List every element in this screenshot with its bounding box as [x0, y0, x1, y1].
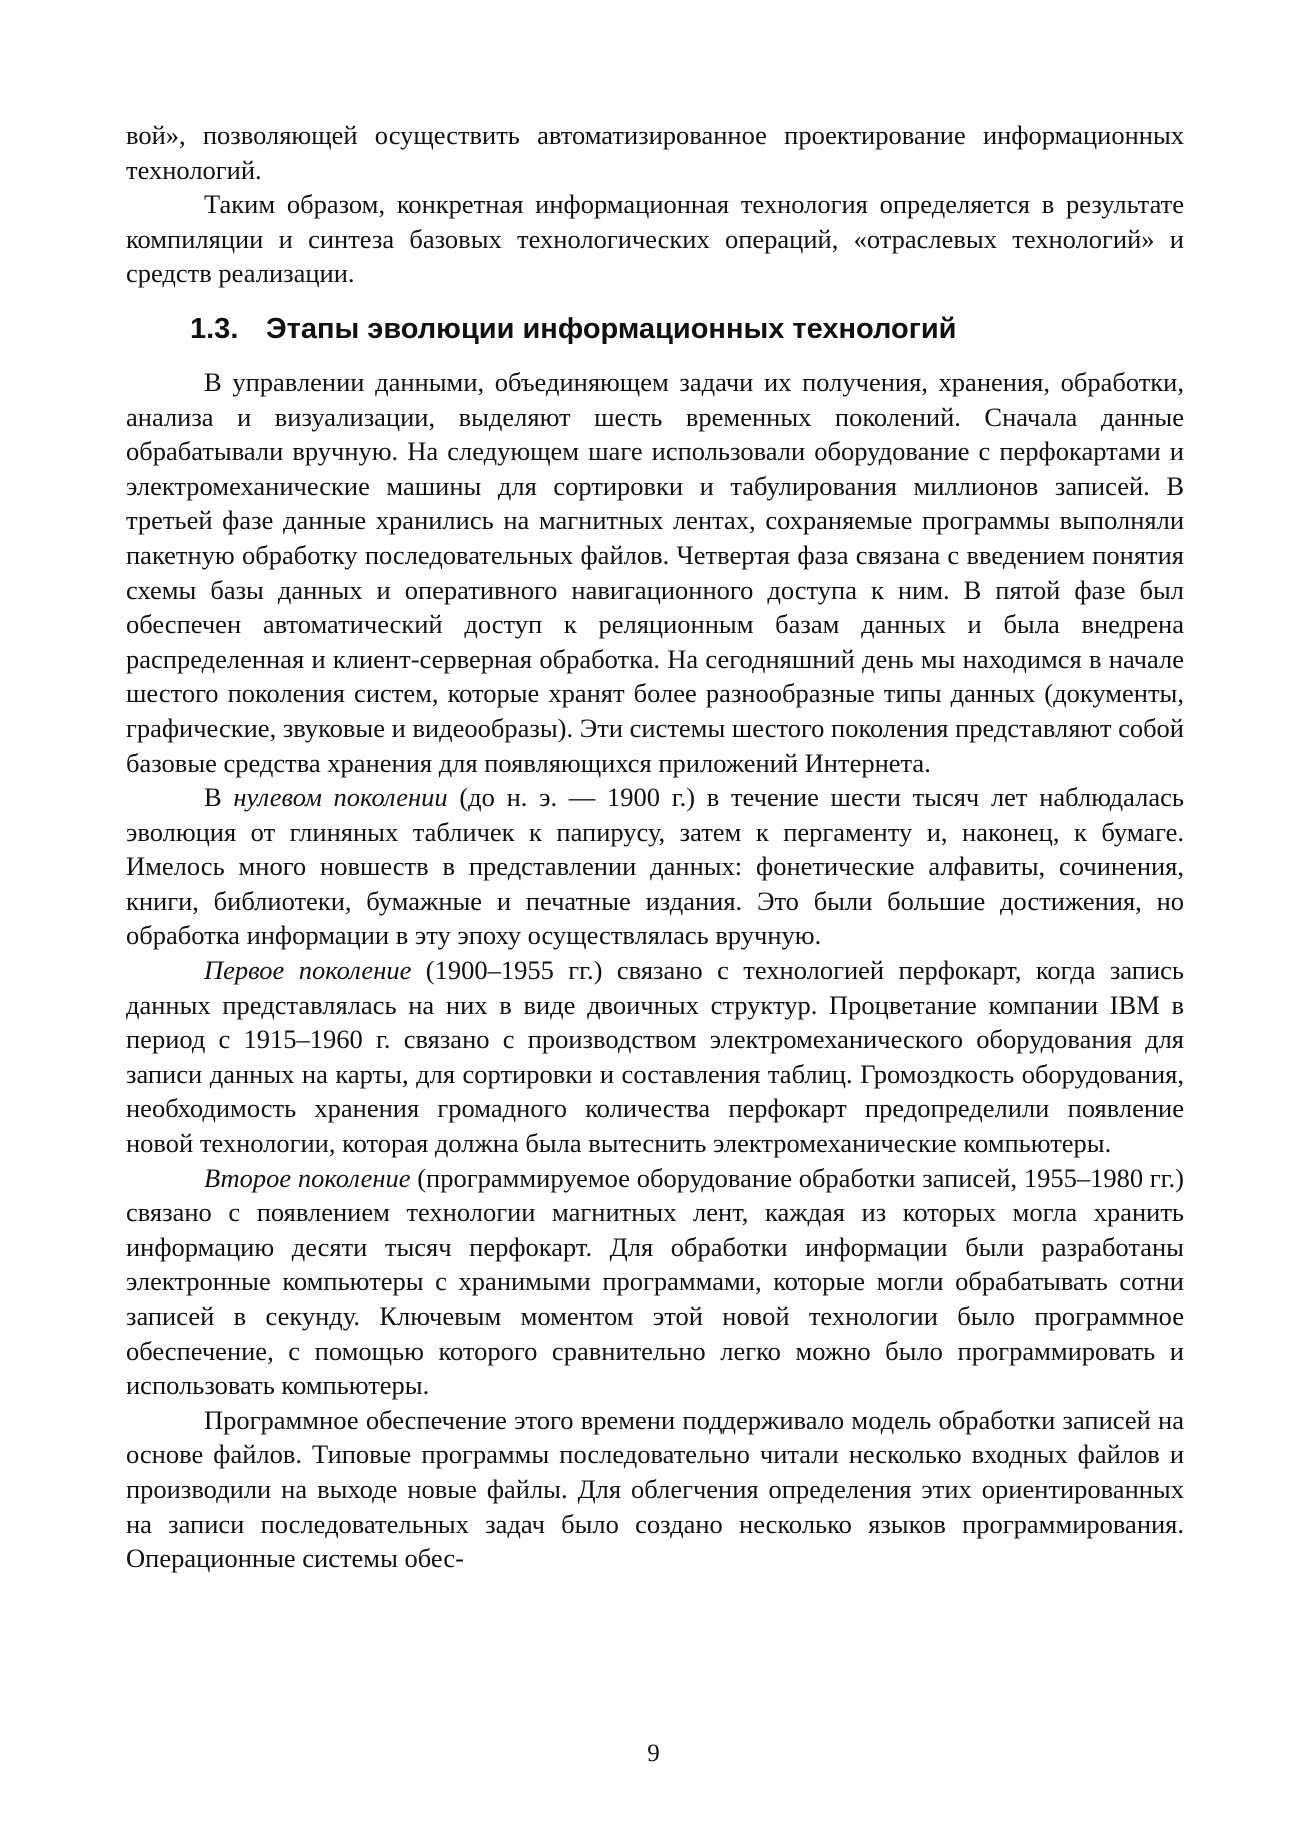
generation-zero-lead: В [204, 782, 234, 813]
generation-one-text: (1900–1955 гг.) связано с технологией перфокарт, когда запись данных представлялась на них в виде двоичных структур. Процветание компании IBM в период с 1915–1960 г. связано с производством электромеханического оборудования для записи данных на карты, для сортировки и составления таблиц. Громоздкость оборудования, необходимость хранения громадного количества перфокарт предопределили появление новой технологии, которая должна была вытеснить электромеханические компьютеры. [126, 955, 1184, 1159]
paragraph-generation-zero [126, 780, 1184, 953]
paragraph-generation-one [126, 953, 1184, 1161]
section-title: Этапы эволюции информационных технологий [266, 312, 957, 345]
paragraph-summary: Таким образом, конкретная информационная технология определяется в результате компиляции и синтеза базовых технологических операций, «отраслевых технологий» и средств реализации. [126, 189, 1184, 289]
generation-two-term: Второе поколение [204, 1162, 411, 1193]
paragraph-intro: В управлении данными, объединяющем задачи их получения, хранения, обработки, анализа и визуализации, выделяют шесть временных поколений. Сначала данные обрабатывали вручную. На следующем шаге использовали оборудование с перфокартами и электромеханические машины для сортировки и табулирования миллионов записей. В третьей фазе данные хранились на магнитных лентах, сохраняемые программы выполняли пакетную обработку последовательных файлов. Четвертая фаза связана с введением понятия схемы базы данных и оперативного навигационного доступа к ним. В пятой фазе был обеспечен автоматический доступ к реляционным базам данных и была внедрена распределенная и клиент-серверная обработка. На сегодняшний день мы находимся в начале шестого поколения систем, которые хранят более разнообразные типы данных (документы, графические, звуковые и видеообразы). Эти системы шестого поколения представляют собой базовые средства хранения для появляющихся приложений Интернета. [126, 366, 1184, 778]
section-number: 1.3. [190, 312, 239, 345]
document-page [126, 118, 1184, 1576]
page-number: 9 [647, 1740, 660, 1767]
paragraph-generation-two [126, 1161, 1184, 1403]
paragraph-continued: вой», позволяющей осуществить автоматизированное проектирование информационных технологий. [126, 120, 1184, 185]
generation-zero-term: нулевом поколении [233, 782, 448, 813]
section-heading [126, 309, 1184, 349]
generation-one-term: Первое поколение [204, 955, 412, 986]
generation-two-text: (программируемое оборудование обработки записей, 1955–1980 гг.) связано с появлением технологии магнитных лент, каждая из которых могла хранить информацию десяти тысяч перфокарт. Для обработки информации были разработаны электронные компьютеры с хранимыми программами, которые могли обрабатывать сотни записей в секунду. Ключевым моментом этой новой технологии было программное обеспечение, с помощью которого сравнительно легко можно было программировать и использовать компьютеры. [126, 1162, 1184, 1401]
generation-zero-text: (до н. э. — 1900 г.) в течение шести тысяч лет наблюдалась эволюция от глиняных табличек к папирусу, затем к пергаменту и, наконец, к бумаге. Имелось много новшеств в представлении данных: фонетические алфавиты, сочинения, книги, библиотеки, бумажные и печатные издания. Это были большие достижения, но обработка информации в эту эпоху осуществлялась вручную. [126, 782, 1184, 951]
paragraph-software: Программное обеспечение этого времени поддерживало модель обработки записей на основе файлов. Типовые программы последовательно читали несколько входных файлов и производили на выходе новые файлы. Для облегчения определения этих ориентированных на записи последовательных задач было создано несколько языков программирования. Операционные системы обес- [126, 1404, 1184, 1574]
